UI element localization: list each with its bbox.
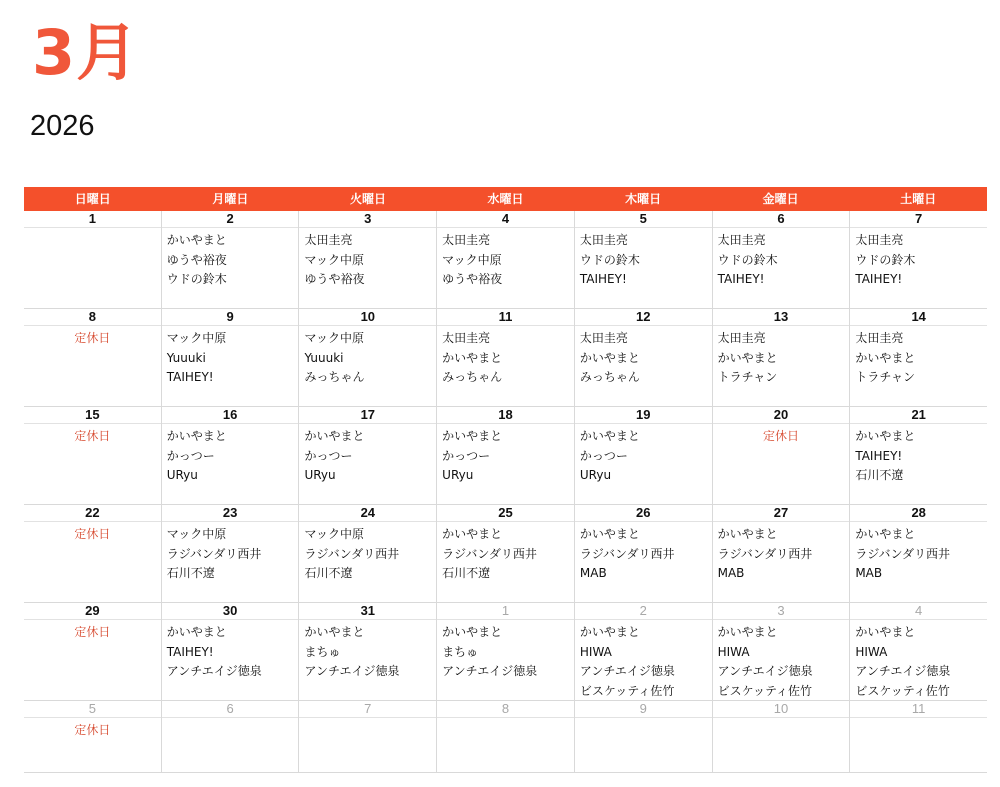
day-number: 10: [299, 309, 436, 326]
day-number: 2: [162, 211, 299, 228]
staff-entry: TAIHEY!: [717, 272, 765, 286]
day-entries: [24, 718, 161, 741]
staff-entry: MAB: [717, 566, 745, 580]
day-entries: [850, 522, 987, 584]
holiday-label: 定休日: [74, 429, 111, 443]
staff-entry: かいやまと: [166, 429, 227, 443]
staff-entry: Yuuuki: [304, 350, 344, 365]
day-entries: [162, 718, 299, 721]
day-number: 28: [850, 505, 987, 522]
day-number: 30: [162, 603, 299, 620]
day-cell[interactable]: [24, 407, 161, 505]
day-number: 18: [437, 407, 574, 424]
day-entries: [850, 620, 987, 701]
day-number: 4: [850, 603, 987, 620]
day-entries: [575, 620, 712, 701]
day-cell[interactable]: [436, 211, 574, 309]
holiday-label: 定休日: [74, 723, 111, 737]
staff-entry: みっちゃん: [579, 370, 640, 384]
staff-entry: ゆうや裕夜: [304, 272, 365, 286]
staff-entry: 太田圭亮: [717, 331, 766, 345]
staff-entry: アンチエイジ徳泉: [717, 664, 813, 678]
staff-entry: 太田圭亮: [717, 233, 766, 247]
staff-entry: ビスケッティ佐竹: [579, 683, 675, 698]
weekday-label: 日曜日: [74, 192, 111, 206]
staff-entry: マック中原: [166, 331, 227, 345]
staff-entry: URyu: [442, 468, 474, 482]
staff-entry: アンチエイジ徳泉: [855, 664, 951, 678]
day-cell[interactable]: [574, 603, 712, 701]
staff-entry: MAB: [855, 566, 883, 580]
day-entries: [24, 424, 161, 447]
staff-entry: ラジバンダリ西井: [855, 546, 950, 561]
day-entries: [24, 522, 161, 545]
day-entries: [575, 522, 712, 584]
staff-entry: かいやまと: [304, 625, 365, 639]
staff-entry: かいやまと: [717, 527, 778, 541]
day-entries: [437, 718, 574, 721]
day-number: 1: [437, 603, 574, 620]
staff-entry: かっつー: [304, 448, 353, 463]
day-number: 16: [162, 407, 299, 424]
day-entries: [575, 718, 712, 721]
staff-entry: かいやまと: [166, 625, 227, 639]
day-number: 29: [24, 603, 161, 620]
staff-entry: ラジバンダリ西井: [442, 546, 537, 561]
day-entries: [299, 620, 436, 682]
staff-entry: TAIHEY!: [166, 370, 214, 384]
day-entries: [24, 228, 161, 231]
staff-entry: ビスケッティ佐竹: [717, 683, 813, 698]
staff-entry: ウドの鈴木: [855, 252, 916, 267]
staff-entry: みっちゃん: [442, 370, 503, 384]
day-entries: [437, 326, 574, 388]
day-number: 25: [437, 505, 574, 522]
day-cell[interactable]: [298, 211, 436, 309]
staff-entry: かっつー: [579, 448, 628, 463]
day-entries: [24, 326, 161, 349]
weekday-label: 金曜日: [762, 192, 799, 206]
staff-entry: まちゅ: [442, 644, 479, 659]
day-entries: [713, 718, 850, 721]
day-cell[interactable]: [849, 701, 987, 773]
day-entries: [162, 620, 299, 682]
staff-entry: ゆうや裕夜: [166, 252, 227, 267]
day-number: 3: [713, 603, 850, 620]
staff-entry: TAIHEY!: [855, 448, 903, 463]
calendar-week-row: [24, 603, 987, 701]
day-cell[interactable]: [712, 603, 850, 701]
staff-entry: かいやまと: [442, 350, 503, 365]
day-number: 9: [575, 701, 712, 718]
day-entries: [437, 228, 574, 290]
day-cell[interactable]: [574, 211, 712, 309]
day-cell[interactable]: [298, 505, 436, 603]
day-cell[interactable]: [24, 309, 161, 407]
staff-entry: マック中原: [304, 331, 364, 345]
holiday-label: 定休日: [74, 527, 111, 541]
staff-entry: HIWA: [579, 644, 612, 659]
staff-entry: かいやまと: [442, 429, 503, 443]
staff-entry: 太田圭亮: [442, 331, 491, 345]
month-title: 3月: [32, 16, 140, 89]
staff-entry: みっちゃん: [304, 370, 365, 384]
calendar-week-row: [24, 407, 987, 505]
day-number: 10: [713, 701, 850, 718]
day-cell[interactable]: [24, 701, 161, 773]
day-entries: [713, 522, 850, 584]
staff-entry: かいやまと: [579, 625, 640, 639]
staff-entry: 石川不遼: [442, 566, 491, 580]
weekday-label: 土曜日: [900, 192, 937, 206]
day-cell[interactable]: [161, 505, 299, 603]
day-entries: [299, 326, 436, 388]
staff-entry: かいやまと: [304, 429, 365, 443]
staff-entry: URyu: [304, 468, 336, 482]
day-entries: [299, 424, 436, 486]
day-cell[interactable]: [849, 211, 987, 309]
day-cell[interactable]: [574, 505, 712, 603]
day-number: 1: [24, 211, 161, 228]
day-entries: [299, 718, 436, 721]
day-number: 15: [24, 407, 161, 424]
weekday-header: [24, 187, 987, 211]
day-cell[interactable]: [436, 309, 574, 407]
day-entries: [24, 620, 161, 643]
staff-entry: ラジバンダリ西井: [717, 546, 813, 561]
staff-entry: アンチエイジ徳泉: [304, 664, 400, 678]
day-cell[interactable]: [849, 407, 987, 505]
day-number: 3: [299, 211, 436, 228]
day-number: 6: [162, 701, 299, 718]
staff-entry: 太田圭亮: [304, 233, 353, 247]
staff-entry: 太田圭亮: [579, 233, 628, 247]
weekday-label: 水曜日: [487, 192, 524, 206]
day-entries: [437, 522, 574, 584]
staff-entry: マック中原: [166, 527, 227, 541]
calendar-weeks: [24, 211, 987, 773]
holiday-label: 定休日: [762, 429, 799, 443]
staff-entry: 太田圭亮: [442, 233, 491, 247]
staff-entry: MAB: [579, 566, 607, 580]
staff-entry: HIWA: [855, 644, 888, 659]
day-cell[interactable]: [574, 701, 712, 773]
day-entries: [162, 522, 299, 584]
day-cell[interactable]: [161, 407, 299, 505]
day-cell[interactable]: [712, 407, 850, 505]
staff-entry: かいやまと: [717, 350, 778, 365]
day-entries: [850, 424, 987, 486]
day-cell[interactable]: [712, 309, 850, 407]
day-number: 7: [299, 701, 436, 718]
day-cell[interactable]: [436, 603, 574, 701]
day-entries: [162, 228, 299, 290]
weekday-label: 火曜日: [349, 192, 386, 206]
day-entries: [299, 522, 436, 584]
day-cell[interactable]: [436, 505, 574, 603]
day-entries: [713, 620, 850, 701]
staff-entry: まちゅ: [304, 644, 341, 659]
day-number: 5: [24, 701, 161, 718]
day-cell[interactable]: [24, 505, 161, 603]
calendar-grid: [24, 187, 987, 773]
day-number: 8: [437, 701, 574, 718]
staff-entry: かいやまと: [855, 429, 916, 443]
day-cell[interactable]: [298, 407, 436, 505]
staff-entry: かいやまと: [855, 527, 916, 541]
day-entries: [162, 424, 299, 486]
day-cell[interactable]: [298, 309, 436, 407]
staff-entry: URyu: [579, 468, 612, 482]
day-entries: [850, 718, 987, 721]
staff-entry: 太田圭亮: [579, 331, 628, 345]
day-entries: [162, 326, 299, 388]
calendar-week-row: [24, 701, 987, 773]
staff-entry: かいやまと: [579, 527, 640, 541]
day-number: 31: [299, 603, 436, 620]
day-cell[interactable]: [712, 211, 850, 309]
staff-entry: かいやまと: [442, 527, 503, 541]
day-entries: [713, 326, 850, 388]
day-cell[interactable]: [436, 407, 574, 505]
day-cell[interactable]: [24, 211, 161, 309]
day-number: 7: [850, 211, 987, 228]
staff-entry: ラジバンダリ西井: [166, 546, 262, 561]
day-number: 11: [850, 701, 987, 718]
day-entries: [850, 228, 987, 290]
staff-entry: かいやまと: [166, 233, 227, 247]
day-number: 22: [24, 505, 161, 522]
calendar-week-row: [24, 505, 987, 603]
holiday-label: 定休日: [74, 625, 111, 639]
staff-entry: かっつー: [442, 448, 491, 463]
staff-entry: ビスケッティ佐竹: [855, 683, 950, 698]
day-entries: [850, 326, 987, 388]
day-cell[interactable]: [436, 701, 574, 773]
day-cell[interactable]: [849, 309, 987, 407]
staff-entry: かいやまと: [855, 350, 916, 365]
staff-entry: Yuuuki: [166, 350, 206, 365]
staff-entry: トラチャン: [855, 370, 915, 384]
day-cell[interactable]: [712, 505, 850, 603]
calendar-week-row: [24, 211, 987, 309]
staff-entry: アンチエイジ徳泉: [166, 664, 262, 678]
day-cell[interactable]: [161, 603, 299, 701]
calendar-week-row: [24, 309, 987, 407]
day-entries: [713, 228, 850, 290]
day-cell[interactable]: [712, 701, 850, 773]
day-number: 17: [299, 407, 436, 424]
day-number: 21: [850, 407, 987, 424]
day-number: 8: [24, 309, 161, 326]
day-cell[interactable]: [161, 211, 299, 309]
staff-entry: かっつー: [166, 448, 215, 463]
staff-entry: ラジバンダリ西井: [579, 546, 675, 561]
day-entries: [437, 424, 574, 486]
staff-entry: ゆうや裕夜: [442, 272, 503, 286]
staff-entry: ラジバンダリ西井: [304, 546, 400, 561]
staff-entry: マック中原: [304, 527, 364, 541]
day-number: 27: [713, 505, 850, 522]
day-cell[interactable]: [161, 309, 299, 407]
day-cell[interactable]: [161, 701, 299, 773]
day-cell[interactable]: [298, 701, 436, 773]
day-number: 5: [575, 211, 712, 228]
day-number: 14: [850, 309, 987, 326]
staff-entry: HIWA: [717, 644, 750, 659]
staff-entry: TAIHEY!: [855, 272, 903, 286]
day-number: 20: [713, 407, 850, 424]
day-cell[interactable]: [574, 309, 712, 407]
weekday-label: 月曜日: [212, 192, 249, 206]
day-number: 13: [713, 309, 850, 326]
day-number: 11: [437, 309, 574, 326]
staff-entry: 石川不遼: [166, 566, 215, 580]
staff-entry: TAIHEY!: [579, 272, 627, 286]
staff-entry: かいやまと: [717, 625, 778, 639]
staff-entry: ウドの鈴木: [579, 252, 640, 267]
day-cell[interactable]: [24, 603, 161, 701]
staff-entry: 石川不遼: [304, 566, 353, 580]
staff-entry: 太田圭亮: [855, 331, 904, 345]
day-entries: [575, 228, 712, 290]
staff-entry: かいやまと: [855, 625, 916, 639]
staff-entry: かいやまと: [442, 625, 503, 639]
day-number: 24: [299, 505, 436, 522]
staff-entry: ウドの鈴木: [166, 272, 227, 286]
day-cell[interactable]: [574, 407, 712, 505]
staff-entry: TAIHEY!: [166, 644, 214, 659]
day-cell[interactable]: [849, 505, 987, 603]
day-number: 12: [575, 309, 712, 326]
day-entries: [575, 326, 712, 388]
staff-entry: URyu: [166, 468, 198, 482]
day-number: 26: [575, 505, 712, 522]
staff-entry: アンチエイジ徳泉: [442, 664, 538, 678]
staff-entry: かいやまと: [579, 429, 640, 443]
staff-entry: かいやまと: [579, 350, 640, 365]
day-number: 4: [437, 211, 574, 228]
staff-entry: アンチエイジ徳泉: [579, 664, 675, 678]
staff-entry: ウドの鈴木: [717, 252, 778, 267]
day-number: 19: [575, 407, 712, 424]
day-entries: [575, 424, 712, 486]
staff-entry: 太田圭亮: [855, 233, 904, 247]
day-number: 6: [713, 211, 850, 228]
holiday-label: 定休日: [74, 331, 111, 345]
year-label: 2026: [30, 110, 95, 142]
day-number: 23: [162, 505, 299, 522]
staff-entry: マック中原: [304, 252, 364, 267]
day-entries: [713, 424, 850, 447]
staff-entry: 石川不遼: [855, 468, 904, 482]
weekday-label: 木曜日: [625, 192, 662, 206]
day-cell[interactable]: [298, 603, 436, 701]
day-number: 2: [575, 603, 712, 620]
day-number: 9: [162, 309, 299, 326]
day-cell[interactable]: [849, 603, 987, 701]
staff-entry: トラチャン: [717, 370, 778, 384]
day-entries: [299, 228, 436, 290]
day-entries: [437, 620, 574, 682]
staff-entry: マック中原: [442, 252, 502, 267]
